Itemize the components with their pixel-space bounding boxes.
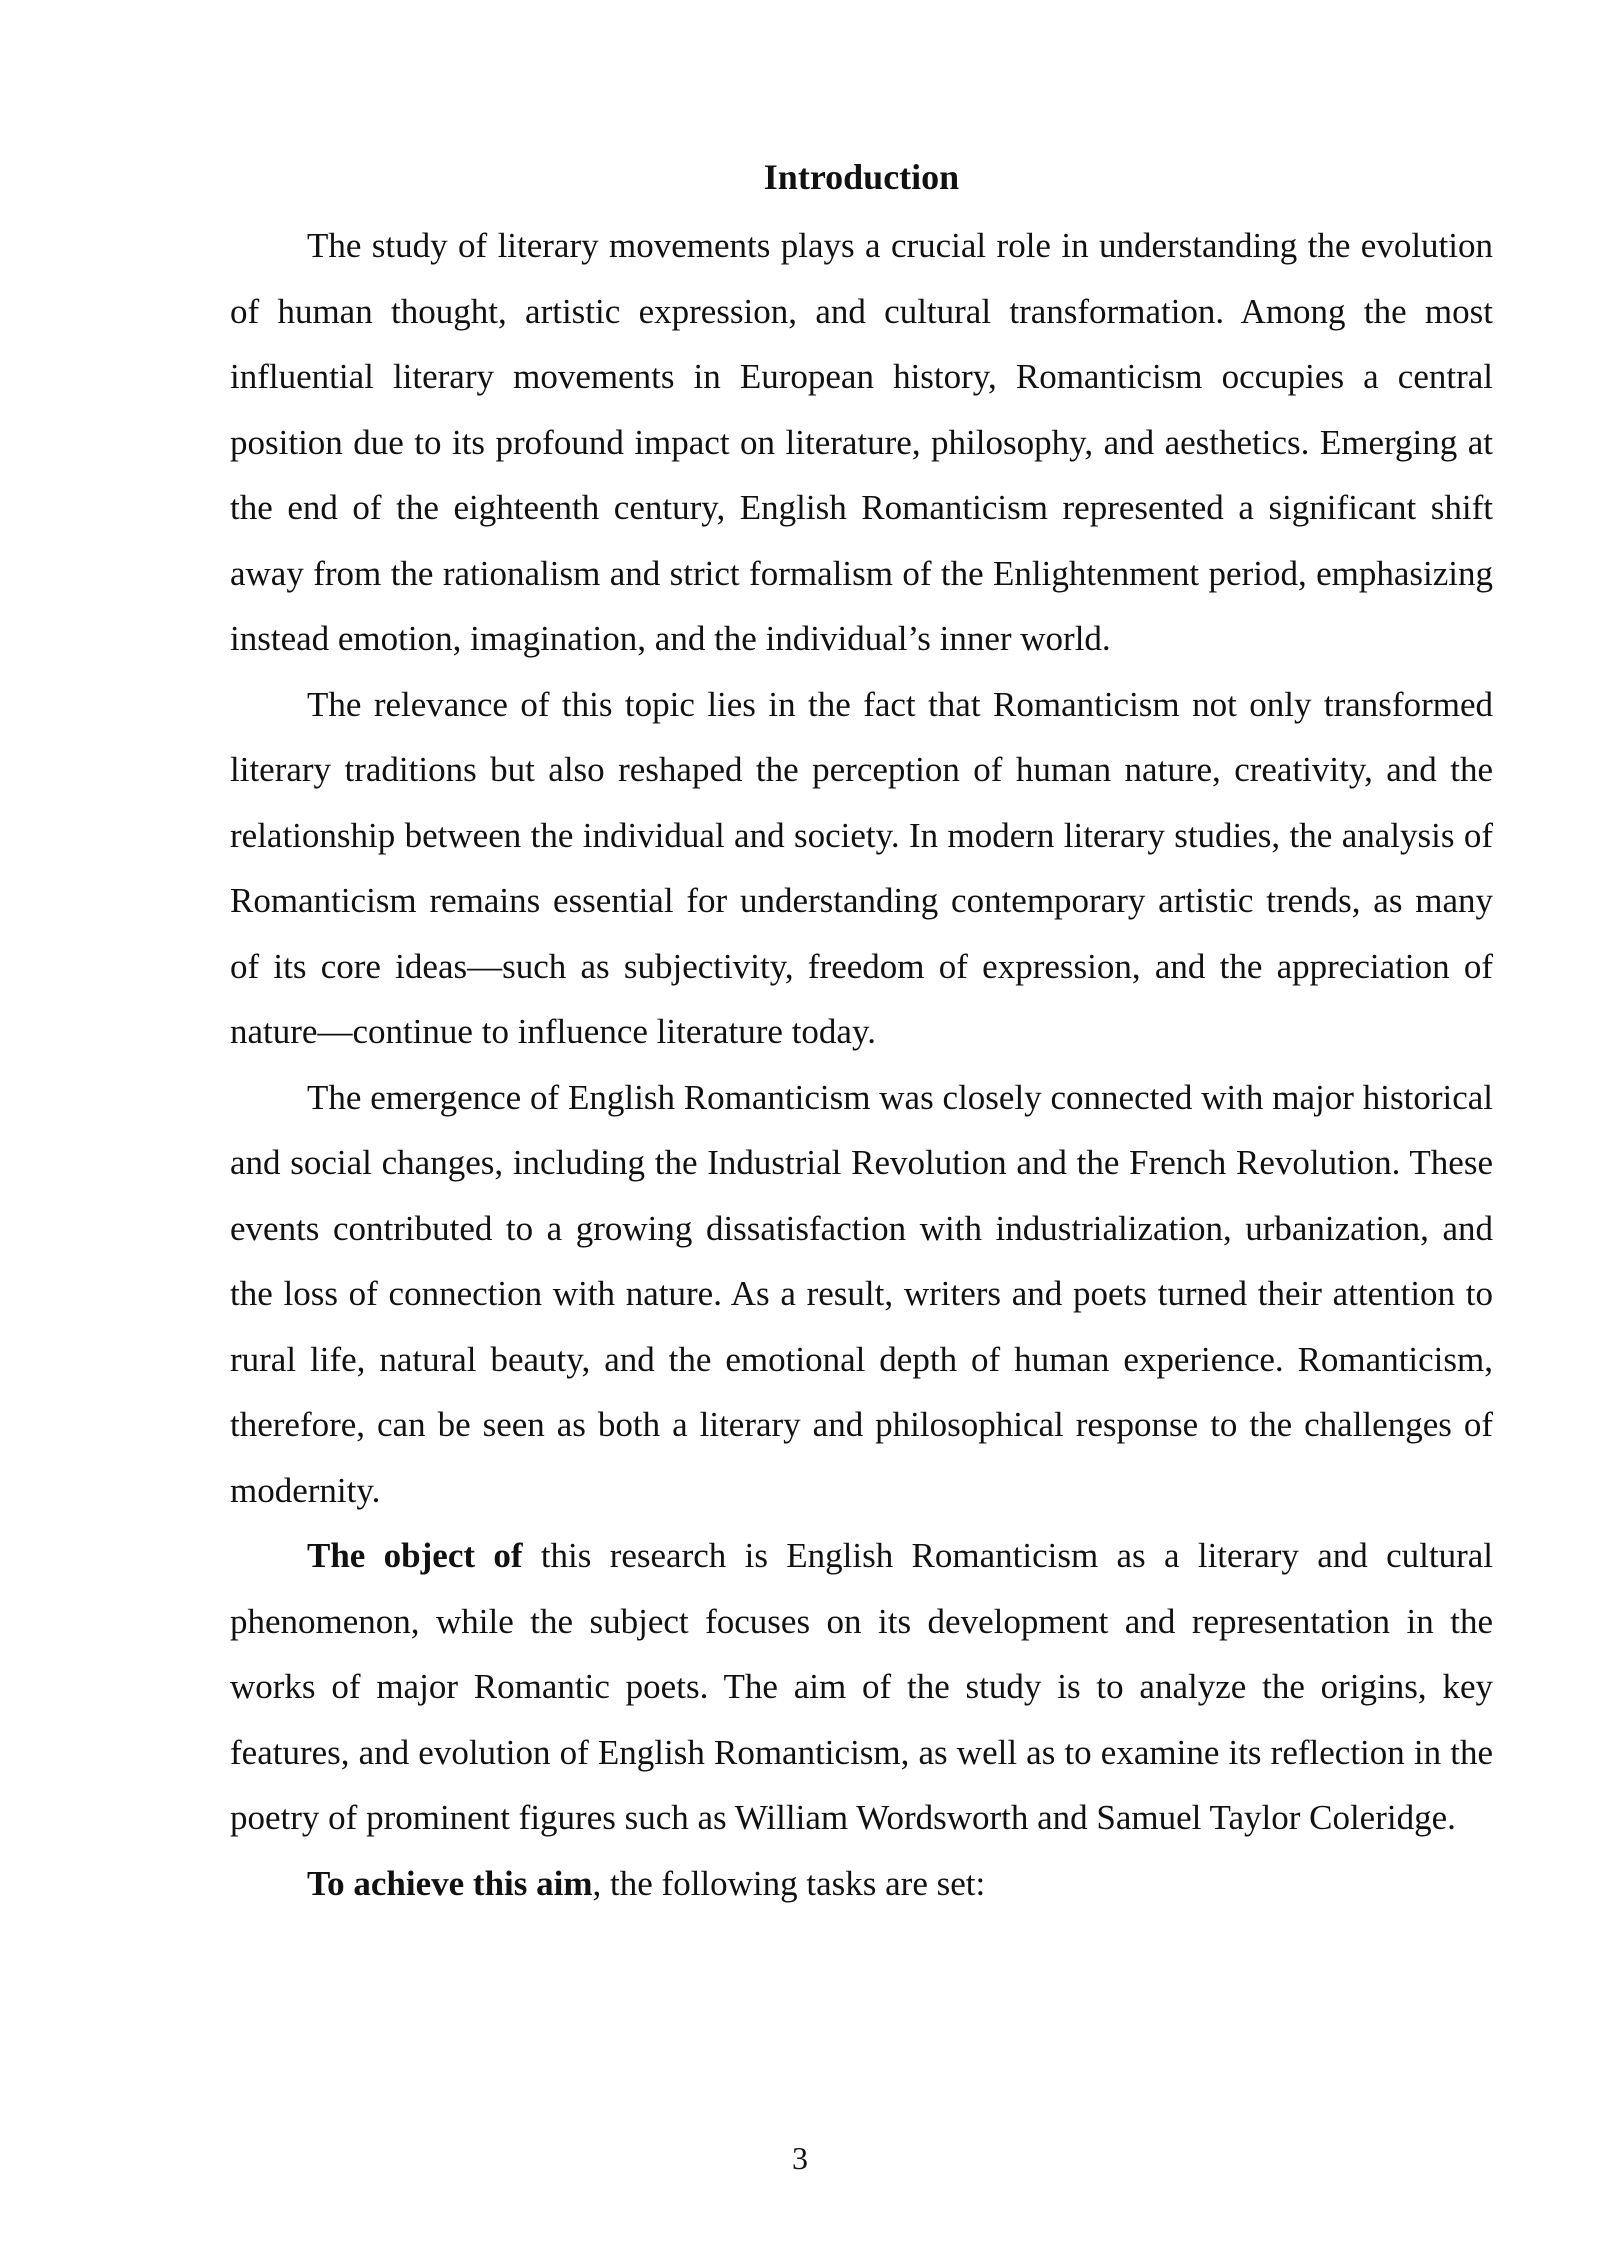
object-of-text: this research is English Romanticism as a literary and cultural phenomenon, while the subject focuses on its development and representation in the works of major Romantic poets. The aim of the study is to analyze the origins, key features, and evolution of English Romanticism, as well as to examine its reflection in the poetry of prominent figures such as William Wordsworth and Samuel Taylor Coleridge.: [230, 1536, 1493, 1837]
aim-text: , the following tasks are set:: [592, 1863, 986, 1903]
paragraph-emergence: The emergence of English Romanticism was closely connected with major historical and social changes, including the Industrial Revolution and the French Revolution. These events contributed to a growing dissatisfaction with industrialization, urbanization, and the loss of connection with nature. As a result, writers and poets turned their attention to rural life, natural beauty, and the emotional depth of human experience. Romanticism, therefore, can be seen as both a literary and philosophical response to the challenges of modernity.: [230, 1077, 1493, 1510]
paragraph-object-of-research: [230, 1523, 1493, 1851]
aim-label: To achieve this aim: [307, 1863, 593, 1903]
paragraph-relevance: The relevance of this topic lies in the fact that Romanticism not only transformed literary traditions but also reshaped the perception of human nature, creativity, and the relationship between the individual and society. In modern literary studies, the analysis of Romanticism remains essential for understanding contemporary artistic trends, as many of its core ideas—such as subjectivity, freedom of expression, and the appreciation of nature—continue to influence literature today.: [230, 684, 1493, 1051]
page-title: Introduction: [763, 157, 960, 197]
document-body: [230, 148, 1493, 1916]
object-of-label: The object of: [307, 1536, 523, 1575]
paragraph-tasks-intro: [230, 1851, 1493, 1917]
page-number: 3: [792, 2140, 808, 2176]
paragraph-literary-movements: The study of literary movements plays a crucial role in understanding the evolution of human thought, artistic expression, and cultural transformation. Among the most influential literary movements in European history, Romanticism occupies a central position due to its profound impact on literature, philosophy, and aesthetics. Emerging at the end of the eighteenth century, English Romanticism represented a significant shift away from the rationalism and strict formalism of the Enlightenment period, emphasizing instead emotion, imagination, and the individual’s inner world.: [230, 226, 1493, 658]
